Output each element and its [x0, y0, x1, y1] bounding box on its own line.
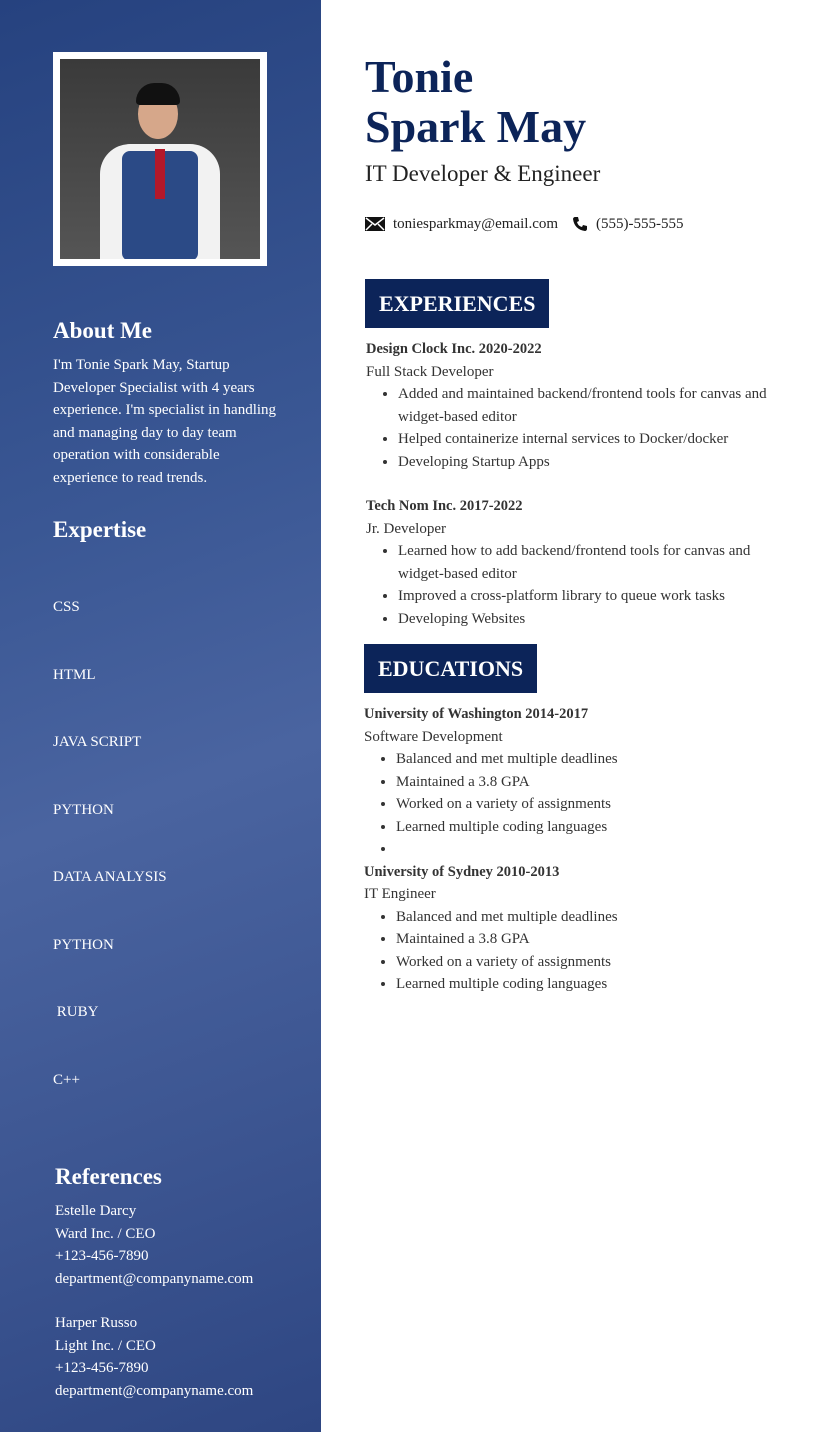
bullet: • Helped containerize internal services to Docker/docker: [398, 428, 795, 451]
bullet: • Learned how to add backend/frontend tools for canvas and widget-based editor: [398, 540, 795, 585]
school: University of Washington 2014-2017: [364, 706, 589, 722]
name-line-2: Spark May: [365, 101, 587, 152]
reference-name: Harper Russo: [55, 1315, 138, 1331]
job-title: IT Developer & Engineer: [365, 161, 601, 186]
bullet: • Worked on a variety of assignments: [396, 793, 795, 816]
reference-email: department@companyname.com: [55, 1382, 254, 1399]
bullet: [396, 838, 795, 861]
phone: (555)-555-555: [596, 216, 684, 232]
reference-phone: +123-456-7890: [55, 1248, 149, 1264]
bullet: • Learned multiple coding languages: [396, 973, 795, 996]
main-column: [365, 52, 795, 996]
bullet: • Balanced and met multiple deadlines: [396, 748, 795, 771]
about-heading: About Me: [53, 318, 153, 343]
expertise-list: [53, 551, 301, 1136]
name-line-1: Tonie: [365, 51, 474, 102]
about-text: I'm Tonie Spark May, Startup Developer Specialist with 4 years experience. I'm specialist in handling and managing day to day team operation with considerable experience to read trends.: [53, 357, 277, 486]
bullet: • Worked on a variety of assignments: [396, 951, 795, 974]
bullet: • Improved a cross-platform library to queue work tasks: [398, 585, 795, 608]
school: University of Sydney 2010-2013: [364, 863, 560, 880]
expertise-item: RUBY: [53, 1004, 99, 1020]
experience-1: [366, 338, 795, 473]
reference-name: Estelle Darcy: [55, 1203, 137, 1219]
bullet: • Added and maintained backend/frontend tools for canvas and widget-based editor: [398, 383, 795, 428]
experience-2: [366, 495, 795, 630]
educations-heading: EDUCATIONS: [364, 644, 537, 693]
role: Full Stack Developer: [366, 363, 494, 380]
phone-icon: [572, 216, 588, 232]
education-1: [364, 703, 795, 861]
reference-company: Light Inc. / CEO: [55, 1337, 156, 1354]
expertise-item: HTML: [53, 666, 96, 683]
expertise-item: PYTHON: [53, 936, 114, 953]
experiences-heading: EXPERIENCES: [365, 279, 549, 328]
expertise-item: CSS: [53, 599, 80, 615]
expertise-heading: Expertise: [53, 517, 147, 542]
bullet: • Maintained a 3.8 GPA: [396, 928, 795, 951]
full-name: [365, 52, 795, 152]
bullet: • Maintained a 3.8 GPA: [396, 771, 795, 794]
bullet: • Learned multiple coding languages: [396, 816, 795, 839]
company: Design Clock Inc. 2020-2022: [366, 341, 542, 357]
sidebar: [0, 0, 321, 1432]
company: Tech Nom Inc. 2017-2022: [366, 498, 523, 514]
profile-photo: [53, 52, 267, 266]
expertise-item: PYTHON: [53, 801, 114, 818]
reference-company: Ward Inc. / CEO: [55, 1225, 156, 1242]
bullet: • Balanced and met multiple deadlines: [396, 906, 795, 929]
reference-email: department@companyname.com: [55, 1270, 254, 1287]
bullet: • Developing Startup Apps: [398, 451, 795, 474]
reference-1: [55, 1200, 301, 1290]
field: Software Development: [364, 728, 503, 745]
reference-2: [55, 1312, 301, 1402]
expertise-item: C++: [53, 1071, 80, 1088]
expertise-item: JAVA SCRIPT: [53, 734, 142, 750]
field: IT Engineer: [364, 886, 436, 902]
references-heading: References: [55, 1164, 162, 1189]
role: Jr. Developer: [366, 520, 446, 537]
education-2: [364, 861, 795, 996]
contact-row: [365, 214, 795, 234]
reference-phone: +123-456-7890: [55, 1360, 149, 1376]
expertise-item: DATA ANALYSIS: [53, 869, 167, 885]
email: toniesparkmay@email.com: [393, 216, 559, 232]
bullet: • Developing Websites: [398, 608, 795, 631]
envelope-icon: [365, 217, 385, 231]
